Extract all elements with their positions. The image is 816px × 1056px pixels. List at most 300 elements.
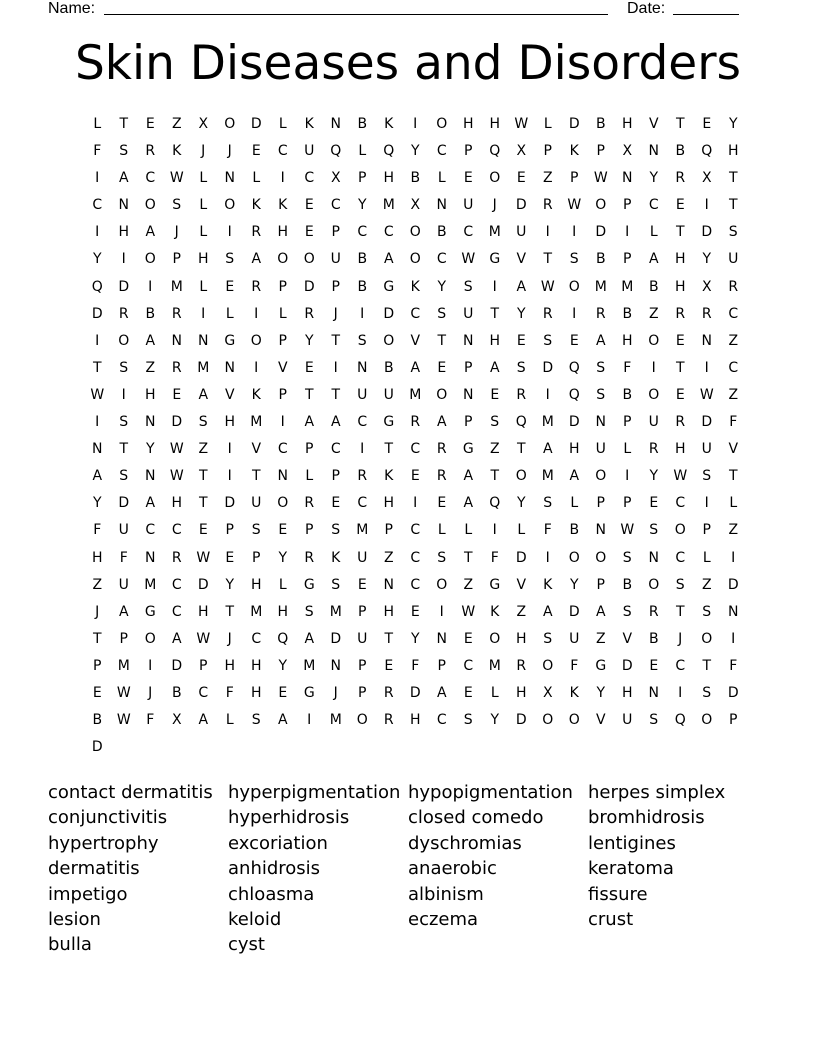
grid-letter[interactable]: H <box>383 603 395 620</box>
grid-letter[interactable]: D <box>383 305 395 322</box>
grid-letter[interactable]: O <box>568 712 580 729</box>
grid-letter[interactable]: N <box>330 116 341 132</box>
grid-letter[interactable]: I <box>545 549 550 566</box>
grid-letter[interactable]: C <box>675 495 686 512</box>
grid-letter[interactable]: I <box>95 224 100 241</box>
grid-letter[interactable]: R <box>383 712 394 729</box>
grid-letter[interactable]: B <box>145 305 156 322</box>
grid-letter[interactable]: C <box>436 712 447 729</box>
grid-letter[interactable]: I <box>731 630 736 647</box>
grid-letter[interactable]: T <box>225 603 235 620</box>
grid-letter[interactable]: S <box>198 414 208 431</box>
grid-letter[interactable]: A <box>542 603 553 620</box>
grid-letter[interactable]: C <box>436 251 447 268</box>
grid-letter[interactable]: R <box>595 305 606 322</box>
grid-letter[interactable]: O <box>674 522 686 539</box>
grid-letter[interactable]: D <box>224 495 236 512</box>
grid-letter[interactable]: S <box>543 495 553 512</box>
grid-letter[interactable]: P <box>596 495 605 512</box>
grid-letter[interactable]: C <box>171 603 182 620</box>
grid-letter[interactable]: T <box>92 359 102 376</box>
grid-letter[interactable]: Z <box>542 170 553 187</box>
grid-letter[interactable]: C <box>304 170 315 187</box>
grid-letter[interactable]: D <box>568 414 580 431</box>
grid-letter[interactable]: R <box>436 468 447 485</box>
grid-letter[interactable]: I <box>651 359 656 376</box>
grid-letter[interactable]: Z <box>701 576 712 593</box>
grid-letter[interactable]: Y <box>145 441 155 458</box>
grid-letter[interactable]: C <box>171 522 182 539</box>
grid-letter[interactable]: B <box>622 386 633 403</box>
grid-letter[interactable]: K <box>543 576 553 593</box>
grid-letter[interactable]: K <box>410 278 420 295</box>
grid-letter[interactable]: D <box>727 684 739 701</box>
grid-letter[interactable]: P <box>464 359 473 376</box>
grid-letter[interactable]: L <box>93 116 102 132</box>
grid-letter[interactable]: N <box>171 332 182 349</box>
grid-letter[interactable]: I <box>227 468 232 485</box>
grid-letter[interactable]: A <box>489 359 500 376</box>
grid-letter[interactable]: P <box>331 278 340 295</box>
grid-letter[interactable]: K <box>569 143 579 160</box>
grid-letter[interactable]: P <box>119 630 128 647</box>
grid-letter[interactable]: P <box>278 332 287 349</box>
grid-letter[interactable]: R <box>648 603 659 620</box>
grid-letter[interactable]: Y <box>649 170 659 187</box>
grid-letter[interactable]: S <box>649 712 659 729</box>
grid-letter[interactable]: S <box>596 386 606 403</box>
grid-letter[interactable]: Z <box>489 441 500 458</box>
grid-letter[interactable]: L <box>437 170 446 187</box>
grid-letter[interactable]: E <box>198 522 208 539</box>
grid-letter[interactable]: L <box>729 495 738 512</box>
grid-letter[interactable]: H <box>383 495 395 512</box>
grid-letter[interactable]: O <box>144 197 156 214</box>
grid-letter[interactable]: T <box>728 170 738 187</box>
grid-letter[interactable]: U <box>701 441 712 458</box>
grid-letter[interactable]: U <box>622 712 633 729</box>
grid-letter[interactable]: S <box>119 468 129 485</box>
grid-letter[interactable]: S <box>622 549 632 566</box>
grid-letter[interactable]: I <box>95 170 100 187</box>
grid-letter[interactable]: C <box>330 441 341 458</box>
grid-letter[interactable]: M <box>488 657 501 674</box>
grid-letter[interactable]: E <box>463 684 473 701</box>
grid-letter[interactable]: S <box>543 332 553 349</box>
grid-letter[interactable]: I <box>95 332 100 349</box>
grid-letter[interactable]: K <box>569 684 579 701</box>
grid-letter[interactable]: K <box>251 197 261 214</box>
grid-letter[interactable]: C <box>410 441 421 458</box>
grid-letter[interactable]: A <box>198 712 209 729</box>
grid-letter[interactable]: P <box>358 684 367 701</box>
grid-letter[interactable]: V <box>516 576 527 593</box>
grid-letter[interactable]: Y <box>702 251 712 268</box>
grid-letter[interactable]: D <box>568 603 580 620</box>
grid-letter[interactable]: S <box>596 359 606 376</box>
grid-letter[interactable]: L <box>623 441 632 458</box>
grid-letter[interactable]: S <box>675 576 685 593</box>
grid-letter[interactable]: S <box>437 549 447 566</box>
grid-letter[interactable]: V <box>224 386 235 403</box>
grid-letter[interactable]: E <box>516 332 526 349</box>
grid-letter[interactable]: Y <box>516 305 526 322</box>
grid-letter[interactable]: Q <box>701 143 713 160</box>
grid-letter[interactable]: U <box>330 251 341 268</box>
grid-letter[interactable]: Z <box>595 630 606 647</box>
grid-letter[interactable]: K <box>384 116 394 132</box>
grid-letter[interactable]: G <box>595 657 607 674</box>
grid-letter[interactable]: T <box>384 441 394 458</box>
grid-letter[interactable]: V <box>595 712 606 729</box>
grid-letter[interactable]: F <box>146 712 155 729</box>
grid-letter[interactable]: U <box>357 549 368 566</box>
grid-letter[interactable]: E <box>304 197 314 214</box>
grid-letter[interactable]: V <box>728 441 739 458</box>
grid-letter[interactable]: O <box>277 251 289 268</box>
grid-letter[interactable]: H <box>277 224 289 241</box>
grid-letter[interactable]: H <box>515 684 527 701</box>
grid-letter[interactable]: C <box>277 441 288 458</box>
grid-letter[interactable]: I <box>678 684 683 701</box>
grid-letter[interactable]: Q <box>383 143 395 160</box>
grid-letter[interactable]: D <box>303 278 315 295</box>
grid-letter[interactable]: Z <box>728 386 739 403</box>
grid-letter[interactable]: Z <box>728 522 739 539</box>
grid-letter[interactable]: E <box>410 468 420 485</box>
grid-letter[interactable]: W <box>169 170 184 187</box>
grid-letter[interactable]: D <box>250 116 262 132</box>
grid-letter[interactable]: H <box>91 549 103 566</box>
grid-letter[interactable]: U <box>357 386 368 403</box>
grid-letter[interactable]: N <box>648 143 659 160</box>
grid-letter[interactable]: J <box>148 684 153 701</box>
grid-letter[interactable]: R <box>516 386 527 403</box>
grid-letter[interactable]: E <box>569 332 579 349</box>
grid-letter[interactable]: N <box>436 197 447 214</box>
grid-letter[interactable]: X <box>622 143 633 160</box>
grid-letter[interactable]: L <box>490 684 499 701</box>
grid-letter[interactable]: N <box>145 549 156 566</box>
grid-letter[interactable]: E <box>437 495 447 512</box>
grid-letter[interactable]: S <box>463 712 473 729</box>
grid-letter[interactable]: O <box>542 657 554 674</box>
grid-letter[interactable]: S <box>225 251 235 268</box>
grid-letter[interactable]: L <box>199 197 208 214</box>
grid-letter[interactable]: I <box>121 386 126 403</box>
grid-letter[interactable]: E <box>225 278 235 295</box>
grid-letter[interactable]: N <box>145 414 156 431</box>
grid-letter[interactable]: N <box>728 603 739 620</box>
grid-letter[interactable]: W <box>461 251 476 268</box>
grid-letter[interactable]: T <box>728 197 738 214</box>
grid-letter[interactable]: X <box>198 116 209 132</box>
grid-letter[interactable]: Y <box>728 116 738 132</box>
grid-letter[interactable]: P <box>543 143 552 160</box>
grid-letter[interactable]: C <box>357 224 368 241</box>
grid-letter[interactable]: F <box>729 657 738 674</box>
grid-letter[interactable]: G <box>383 414 395 431</box>
grid-letter[interactable]: N <box>463 332 474 349</box>
grid-letter[interactable]: W <box>90 386 105 403</box>
grid-letter[interactable]: D <box>515 197 527 214</box>
grid-letter[interactable]: W <box>673 468 688 485</box>
grid-letter[interactable]: N <box>436 630 447 647</box>
grid-letter[interactable]: D <box>171 414 183 431</box>
grid-letter[interactable]: C <box>648 197 659 214</box>
grid-letter[interactable]: B <box>675 143 686 160</box>
grid-letter[interactable]: C <box>675 549 686 566</box>
grid-letter[interactable]: V <box>410 332 421 349</box>
grid-letter[interactable]: R <box>648 441 659 458</box>
grid-letter[interactable]: O <box>144 251 156 268</box>
grid-letter[interactable]: T <box>463 549 473 566</box>
grid-letter[interactable]: H <box>383 170 395 187</box>
grid-letter[interactable]: X <box>171 712 182 729</box>
grid-letter[interactable]: R <box>357 468 368 485</box>
grid-letter[interactable]: A <box>595 603 606 620</box>
grid-letter[interactable]: I <box>625 224 630 241</box>
grid-letter[interactable]: T <box>331 332 341 349</box>
grid-letter[interactable]: M <box>117 657 130 674</box>
grid-letter[interactable]: A <box>436 414 447 431</box>
grid-letter[interactable]: I <box>704 359 709 376</box>
grid-letter[interactable]: E <box>145 116 155 132</box>
grid-letter[interactable]: S <box>702 684 712 701</box>
grid-letter[interactable]: P <box>278 278 287 295</box>
grid-letter[interactable]: S <box>437 305 447 322</box>
grid-letter[interactable]: H <box>144 386 156 403</box>
grid-letter[interactable]: I <box>360 441 365 458</box>
grid-letter[interactable]: T <box>198 468 208 485</box>
grid-letter[interactable]: T <box>331 386 341 403</box>
grid-letter[interactable]: E <box>463 630 473 647</box>
grid-letter[interactable]: U <box>595 441 606 458</box>
grid-letter[interactable]: I <box>95 414 100 431</box>
grid-letter[interactable]: X <box>701 278 712 295</box>
grid-letter[interactable]: I <box>307 712 312 729</box>
grid-letter[interactable]: Z <box>383 549 394 566</box>
grid-letter[interactable]: N <box>224 359 235 376</box>
grid-letter[interactable]: A <box>92 468 103 485</box>
grid-letter[interactable]: A <box>171 630 182 647</box>
grid-letter[interactable]: O <box>436 116 448 132</box>
grid-letter[interactable]: S <box>119 143 129 160</box>
grid-letter[interactable]: R <box>728 278 739 295</box>
grid-letter[interactable]: N <box>198 332 209 349</box>
grid-letter[interactable]: A <box>436 684 447 701</box>
grid-letter[interactable]: E <box>649 495 659 512</box>
grid-letter[interactable]: O <box>568 278 580 295</box>
grid-letter[interactable]: Y <box>278 549 288 566</box>
grid-letter[interactable]: D <box>197 576 209 593</box>
grid-letter[interactable]: Y <box>92 495 102 512</box>
grid-letter[interactable]: B <box>622 305 633 322</box>
grid-letter[interactable]: I <box>545 386 550 403</box>
grid-letter[interactable]: S <box>649 522 659 539</box>
grid-letter[interactable]: P <box>305 441 314 458</box>
grid-letter[interactable]: E <box>410 603 420 620</box>
grid-letter[interactable]: A <box>648 251 659 268</box>
grid-letter[interactable]: R <box>675 170 686 187</box>
grid-letter[interactable]: N <box>622 170 633 187</box>
grid-letter[interactable]: C <box>145 170 156 187</box>
grid-letter[interactable]: Y <box>410 143 420 160</box>
grid-letter[interactable]: L <box>649 224 658 241</box>
grid-letter[interactable]: S <box>702 603 712 620</box>
grid-letter[interactable]: S <box>728 224 738 241</box>
grid-letter[interactable]: B <box>171 684 182 701</box>
grid-letter[interactable]: J <box>227 630 232 647</box>
grid-letter[interactable]: D <box>568 116 580 132</box>
grid-letter[interactable]: C <box>357 414 368 431</box>
grid-letter[interactable]: E <box>702 116 712 132</box>
grid-letter[interactable]: W <box>514 116 529 132</box>
grid-letter[interactable]: L <box>570 495 579 512</box>
grid-letter[interactable]: F <box>93 143 102 160</box>
grid-letter[interactable]: A <box>595 332 606 349</box>
grid-letter[interactable]: Z <box>198 441 209 458</box>
grid-letter[interactable]: X <box>516 143 527 160</box>
grid-letter[interactable]: O <box>409 224 421 241</box>
grid-letter[interactable]: E <box>172 386 182 403</box>
grid-letter[interactable]: O <box>568 549 580 566</box>
grid-letter[interactable]: G <box>489 576 501 593</box>
grid-letter[interactable]: P <box>199 657 208 674</box>
grid-letter[interactable]: Z <box>516 603 527 620</box>
grid-letter[interactable]: H <box>277 603 289 620</box>
grid-letter[interactable]: L <box>225 305 234 322</box>
grid-letter[interactable]: H <box>489 332 501 349</box>
grid-letter[interactable]: T <box>92 630 102 647</box>
grid-letter[interactable]: I <box>413 116 418 132</box>
grid-letter[interactable]: F <box>93 522 102 539</box>
grid-letter[interactable]: D <box>118 495 130 512</box>
grid-letter[interactable]: H <box>674 251 686 268</box>
grid-letter[interactable]: O <box>648 386 660 403</box>
grid-letter[interactable]: S <box>119 359 129 376</box>
grid-letter[interactable]: U <box>383 386 394 403</box>
grid-letter[interactable]: F <box>543 522 552 539</box>
grid-letter[interactable]: M <box>329 603 342 620</box>
grid-letter[interactable]: L <box>278 305 287 322</box>
grid-letter[interactable]: I <box>280 414 285 431</box>
grid-letter[interactable]: N <box>648 684 659 701</box>
grid-letter[interactable]: N <box>595 522 606 539</box>
grid-letter[interactable]: B <box>622 576 633 593</box>
grid-letter[interactable]: L <box>543 116 552 132</box>
grid-letter[interactable]: C <box>410 549 421 566</box>
grid-letter[interactable]: R <box>251 224 262 241</box>
grid-letter[interactable]: M <box>409 386 422 403</box>
grid-letter[interactable]: R <box>516 657 527 674</box>
grid-letter[interactable]: M <box>541 414 554 431</box>
grid-letter[interactable]: C <box>728 305 739 322</box>
grid-letter[interactable]: R <box>118 305 129 322</box>
grid-letter[interactable]: N <box>118 197 129 214</box>
grid-letter[interactable]: D <box>171 657 183 674</box>
grid-letter[interactable]: E <box>304 359 314 376</box>
grid-letter[interactable]: C <box>383 224 394 241</box>
grid-letter[interactable]: I <box>227 441 232 458</box>
grid-letter[interactable]: Q <box>489 143 501 160</box>
grid-letter[interactable]: E <box>490 386 500 403</box>
grid-letter[interactable]: Z <box>463 576 474 593</box>
grid-letter[interactable]: P <box>623 251 632 268</box>
grid-letter[interactable]: P <box>305 522 314 539</box>
grid-letter[interactable]: I <box>545 224 550 241</box>
grid-letter[interactable]: M <box>303 657 316 674</box>
grid-letter[interactable]: B <box>569 522 580 539</box>
grid-letter[interactable]: F <box>119 549 128 566</box>
grid-letter[interactable]: K <box>490 603 500 620</box>
grid-letter[interactable]: M <box>250 414 263 431</box>
grid-letter[interactable]: C <box>330 197 341 214</box>
grid-letter[interactable]: R <box>171 549 182 566</box>
grid-letter[interactable]: L <box>702 549 711 566</box>
grid-letter[interactable]: L <box>278 116 287 132</box>
grid-letter[interactable]: I <box>413 495 418 512</box>
grid-letter[interactable]: O <box>118 332 130 349</box>
grid-letter[interactable]: A <box>145 332 156 349</box>
grid-letter[interactable]: Z <box>145 359 156 376</box>
grid-letter[interactable]: R <box>304 305 315 322</box>
grid-letter[interactable]: G <box>489 251 501 268</box>
grid-letter[interactable]: A <box>330 414 341 431</box>
grid-letter[interactable]: T <box>702 657 712 674</box>
grid-letter[interactable]: D <box>701 224 713 241</box>
grid-letter[interactable]: T <box>437 332 447 349</box>
grid-letter[interactable]: S <box>251 522 261 539</box>
grid-letter[interactable]: P <box>596 576 605 593</box>
grid-letter[interactable]: A <box>145 495 156 512</box>
grid-letter[interactable]: M <box>356 522 369 539</box>
grid-letter[interactable]: H <box>674 278 686 295</box>
grid-letter[interactable]: O <box>250 332 262 349</box>
grid-letter[interactable]: E <box>384 657 394 674</box>
grid-letter[interactable]: Q <box>674 712 686 729</box>
grid-letter[interactable]: I <box>625 468 630 485</box>
grid-letter[interactable]: O <box>542 712 554 729</box>
grid-letter[interactable]: M <box>250 603 263 620</box>
grid-letter[interactable]: J <box>227 143 232 160</box>
grid-letter[interactable]: O <box>383 332 395 349</box>
grid-letter[interactable]: C <box>357 495 368 512</box>
grid-letter[interactable]: T <box>198 495 208 512</box>
grid-letter[interactable]: L <box>305 468 314 485</box>
grid-letter[interactable]: T <box>490 468 500 485</box>
grid-letter[interactable]: W <box>567 197 582 214</box>
grid-letter[interactable]: S <box>331 576 341 593</box>
grid-letter[interactable]: I <box>280 170 285 187</box>
grid-letter[interactable]: B <box>357 116 368 132</box>
grid-letter[interactable]: K <box>251 386 261 403</box>
grid-letter[interactable]: R <box>410 414 421 431</box>
grid-letter[interactable]: H <box>171 495 183 512</box>
grid-letter[interactable]: T <box>119 116 129 132</box>
grid-letter[interactable]: S <box>490 414 500 431</box>
grid-letter[interactable]: O <box>515 468 527 485</box>
grid-letter[interactable]: X <box>542 684 553 701</box>
grid-letter[interactable]: H <box>197 603 209 620</box>
grid-letter[interactable]: T <box>543 251 553 268</box>
grid-letter[interactable]: I <box>731 549 736 566</box>
grid-letter[interactable]: J <box>333 684 338 701</box>
grid-letter[interactable]: S <box>357 332 367 349</box>
grid-letter[interactable]: O <box>648 576 660 593</box>
grid-letter[interactable]: E <box>516 170 526 187</box>
grid-letter[interactable]: P <box>358 170 367 187</box>
